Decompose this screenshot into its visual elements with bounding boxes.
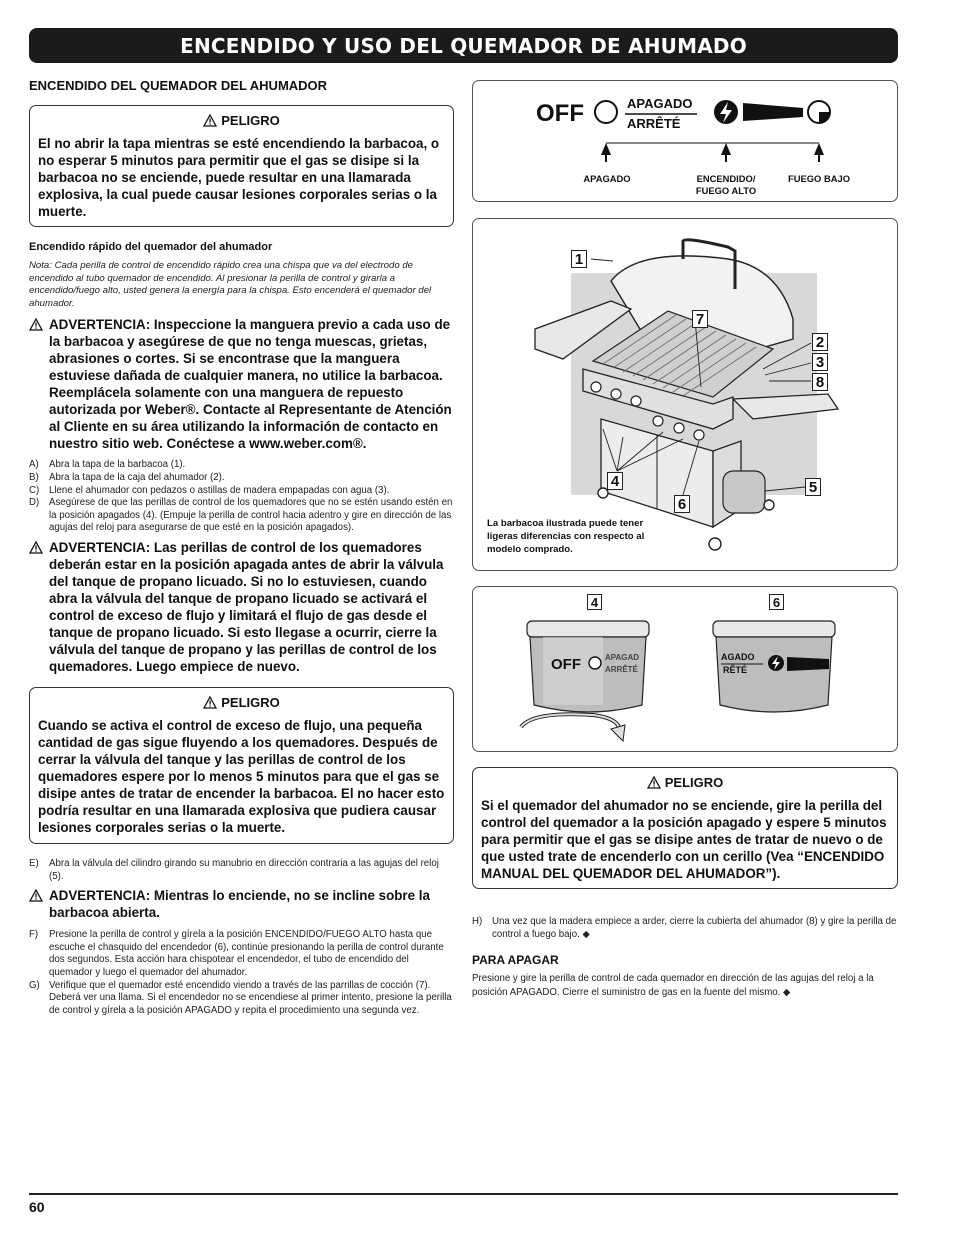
step-letter: E) xyxy=(29,857,39,869)
footer-rule xyxy=(29,1193,898,1195)
arrow-high-icon xyxy=(721,143,731,162)
quick-light-title: Encendido rápido del quemador del ahumador xyxy=(29,241,273,253)
page-number: 60 xyxy=(29,1199,45,1215)
warning-text: ADVERTENCIA: Las perillas de control de los quemadores deberán estar en la posición apagada antes de abrir la válvula del tanque de propano licuado. Si no lo estuviesen, cuando abra la válvula del tanque de propano licuado se activará el control de exceso de flujo y limitará el flujo de gas desde el tanque de propano licuado. Si esto llegase a ocurrir, cierre la válvula del tanque de propano y las perillas de control de los quemadores. Luego empiece de nuevo. xyxy=(49,539,444,674)
right-side-shelf xyxy=(733,394,838,419)
step-item xyxy=(472,916,898,941)
warning-icon xyxy=(203,696,217,709)
step-letter: H) xyxy=(472,916,483,927)
steps-f-g xyxy=(29,929,454,1017)
step-item xyxy=(29,858,454,883)
step-letter: C) xyxy=(29,484,40,496)
knob-illustration xyxy=(473,587,898,752)
step-text: Abra la tapa de la caja del ahumador (2). xyxy=(49,471,225,483)
step-e xyxy=(29,858,454,883)
step-text: Asegúrese de que las perillas de control de los quemadores que no se estén usando estén en la posición apagados (4). (Empuje la perilla de control hacia adentro y gire en dirección de las agujas del reloj para asegurarse de que esté en la posición apagados). xyxy=(49,497,453,534)
danger-box-2 xyxy=(29,687,454,844)
step-text: Abra la válvula del cilindro girando su manubrio en dirección contraria a las agujas del reloj (5). xyxy=(49,857,439,882)
knob-callout-4: 4 xyxy=(587,594,602,610)
danger-label: PELIGRO xyxy=(221,113,280,128)
page-title: ENCENDIDO Y USO DEL QUEMADOR DE AHUMADO xyxy=(29,28,898,63)
callout-8: 8 xyxy=(812,373,828,391)
warning-icon xyxy=(29,318,43,331)
warning-text: ADVERTENCIA: Inspeccione la manguera previo a cada uso de la barbacoa y asegúrese de que no tenga muescas, grietas, abrasiones o cortes. Si se encontrase que la manguera estuviese dañada de cualquier manera, no utilice la barbacoa. Reemplácela solamente con una manguera de repuesto autorizada por Weber®. Contacte al Representante de Atención al Cliente en su área utilizando la información de contacto en nuestro sitio web. Conéctese a www.weber.com®. xyxy=(49,317,452,452)
danger-heading xyxy=(38,112,445,129)
knob-callout-6: 6 xyxy=(769,594,784,610)
flame-taper-icon xyxy=(787,657,829,671)
label-off: APAGADO xyxy=(583,173,631,184)
danger-heading xyxy=(38,694,445,711)
flame-taper-icon xyxy=(743,103,803,121)
knob-right-arrete: RÊTÉ xyxy=(723,665,748,675)
off-circle-icon xyxy=(589,657,601,669)
step-letter: A) xyxy=(29,459,39,471)
step-letter: F) xyxy=(29,929,39,941)
callout-5: 5 xyxy=(805,478,821,496)
label-high-line2: FUEGO ALTO xyxy=(695,185,757,196)
label-high xyxy=(683,173,769,197)
warning-hose xyxy=(29,316,454,452)
quick-light-note: Nota: Cada perilla de control de encendido rápido crea una chispa que va del electrodo de encendido al tubo quemador de encendido. Al presionar la perilla de control y girarla a encendido/fuego alto, usted genera la energía para la chispa. Esto encenderá el quemador del ahumador. xyxy=(29,260,432,309)
step-item xyxy=(29,459,454,472)
callout-4: 4 xyxy=(607,472,623,490)
step-item xyxy=(29,497,454,535)
step-text: Llene el ahumador con pedazos o astillas de madera empapadas con agua (3). xyxy=(49,484,390,496)
knob-figure xyxy=(472,586,898,752)
danger-heading xyxy=(481,774,889,791)
steps-a-d xyxy=(29,459,454,535)
danger-text: Cuando se activa el control de exceso de flujo, una pequeña cantidad de gas sigue fluyendo a los quemadores. Después de cerrar la válvula del tanque y las perillas de control de los quemadores espere por lo menos 5 minutos para que el gas se disipe antes de tratar de encender la barbacoa. El no hacer esto podría resultar en una llamarada explosiva que pudiera causar lesiones corporales serias o la muerte. xyxy=(38,717,445,835)
knob-right-apagado: AGADO xyxy=(721,652,755,662)
danger-text: Si el quemador del ahumador no se enciende, gire la perilla del control del quemador a la posición apagado y espere 5 minutos para permitir que el gas se disipe antes de tratar de nuevo o de que usted trate de encenderlo con un cerillo (Vea “ENCENDIDO MANUAL DEL QUEMADOR DEL AHUMADOR”). xyxy=(481,798,887,881)
label-low: FUEGO BAJO xyxy=(788,173,850,184)
step-item xyxy=(29,472,454,485)
step-item xyxy=(29,929,454,979)
knob-right xyxy=(713,621,835,712)
dial-off-text: OFF xyxy=(536,100,584,127)
propane-tank xyxy=(723,471,765,513)
danger-text: El no abrir la tapa mientras se esté encendiendo la barbacoa, o no esperar 5 minutos para permitir que el gas se disipe si la barbacoa no se enciende, puede resultar en una llamarada explosiva, la cual puede causar lesiones corporales serias o la muerte. xyxy=(38,136,440,219)
section-title: ENCENDIDO DEL QUEMADOR DEL AHUMADOR xyxy=(29,78,328,93)
callout-3: 3 xyxy=(812,353,828,371)
step-letter: G) xyxy=(29,979,40,991)
warning-icon xyxy=(29,541,43,554)
knob-left xyxy=(521,621,649,741)
callout-2: 2 xyxy=(812,333,828,351)
label-high-line1: ENCENDIDO/ xyxy=(696,173,756,184)
step-letter: B) xyxy=(29,471,39,483)
callout-7: 7 xyxy=(692,310,708,328)
off-title: PARA APAGAR xyxy=(472,953,559,968)
dial-figure xyxy=(472,80,898,202)
dial-apagado-text: APAGADO xyxy=(627,96,693,111)
step-item xyxy=(29,980,454,1018)
knob-left-off: OFF xyxy=(551,656,581,673)
left-column xyxy=(29,78,454,1017)
grill-figure xyxy=(472,218,898,571)
callout-6: 6 xyxy=(674,495,690,513)
danger-box-3 xyxy=(472,767,898,889)
off-circle-icon xyxy=(595,101,617,123)
callout-1: 1 xyxy=(571,250,587,268)
knob-left-arrete: ARRÊTÉ xyxy=(605,665,638,674)
off-text: Presione y gire la perilla de control de cada quemador en dirección de las agujas del reloj a la posición APAGADO. Cierre el suministro de gas en la fuente del mismo. ◆ xyxy=(472,973,874,998)
danger-label: PELIGRO xyxy=(221,694,280,710)
arrow-low-icon xyxy=(814,143,824,162)
step-text: Una vez que la madera empiece a arder, cierre la cubierta del ahumador (8) y gire la perilla de control a fuego bajo. ◆ xyxy=(492,916,897,940)
danger-label: PELIGRO xyxy=(664,775,724,790)
step-text: Abra la tapa de la barbacoa (1). xyxy=(49,459,186,471)
right-text-block xyxy=(472,916,898,1000)
knob-left-apagado: APAGAD xyxy=(605,653,640,662)
step-text: Verifique que el quemador esté encendido viendo a través de las parrillas de cocción (7). Deberá ver una llama. Si el encendedor no se encendiese al primer intento, presione la perilla de control y gírela a la posición APAGADO y repita el procedimiento una segunda vez. xyxy=(49,979,452,1016)
warning-text: ADVERTENCIA: Mientras lo enciende, no se incline sobre la barbacoa abierta. xyxy=(49,888,430,921)
dial-arrete-text: ARRÊTÉ xyxy=(627,116,681,131)
warning-icon xyxy=(647,776,661,789)
warning-lean xyxy=(29,887,454,921)
warning-knobs-off xyxy=(29,539,454,675)
danger-box-1 xyxy=(29,105,454,227)
warning-icon xyxy=(29,889,43,902)
step-item xyxy=(29,485,454,498)
warning-icon xyxy=(203,114,217,127)
step-letter: D) xyxy=(29,497,40,509)
grill-caption: La barbacoa ilustrada puede tener ligeras diferencias con respecto al modelo comprado. xyxy=(487,518,645,555)
arrow-off-icon xyxy=(601,143,611,162)
step-text: Presione la perilla de control y gírela a la posición ENCENDIDO/FUEGO ALTO hasta que escuche el chasquido del encendedor (6), continúe presionando la perilla de control durante dos segundos. Esta acción hara chispotear el encendedor, el tubo de encendido del quemador y luego el quemador del ahumador. xyxy=(49,929,444,978)
